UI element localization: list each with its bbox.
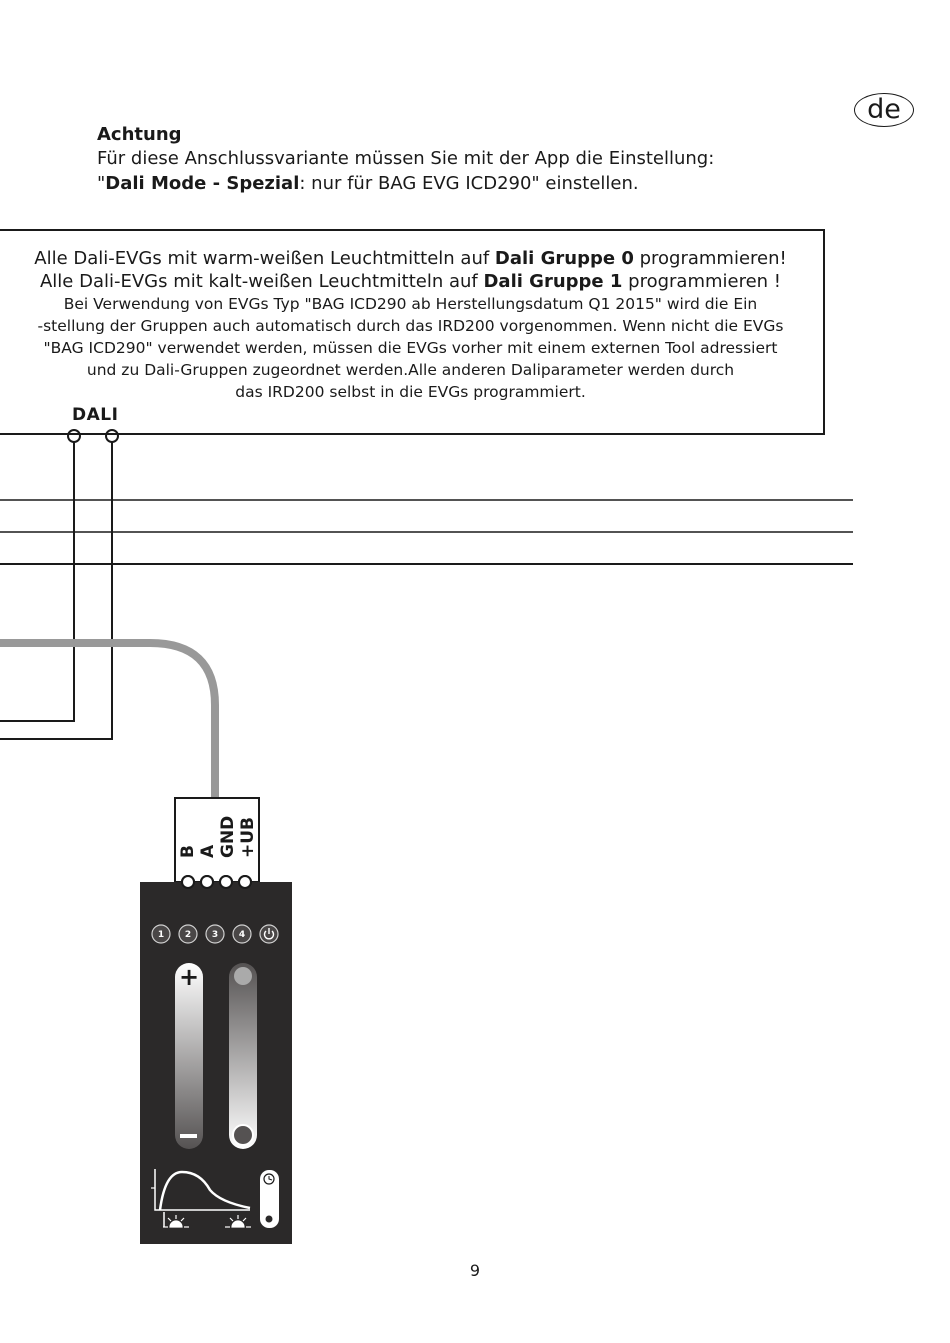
slider-handle [233, 1125, 253, 1145]
pin-label-a: A [198, 844, 218, 858]
info-detail-line: das IRD200 selbst in die EVGs programmiert. [235, 383, 586, 401]
notice-section [97, 124, 817, 196]
info-box [0, 229, 825, 435]
svg-text:3: 3 [211, 930, 219, 940]
power-icon[interactable] [260, 925, 278, 943]
svg-text:2: 2 [184, 930, 192, 940]
info-detail-line: und zu Dali-Gruppen zugeordnet werden.Alle anderen Daliparameter werden durch [86, 361, 735, 379]
notice-line-1: Für diese Anschlussvariante müssen Sie mit der App die Einstellung: [97, 148, 715, 169]
timer-switch-knob [266, 1216, 273, 1223]
plus-icon: + [178, 963, 200, 991]
page-number: 9 [469, 1261, 481, 1280]
info-line-warm-prefix: Alle Dali-EVGs mit warm-weißen Leuchtmitteln auf [34, 248, 495, 269]
device-button-4[interactable] [233, 925, 251, 943]
timer-switch[interactable] [260, 1170, 279, 1228]
pin-label-ub: +UB [238, 816, 258, 858]
notice-line-2-prefix: " [97, 173, 106, 194]
info-line-warm-suffix: programmieren! [633, 248, 787, 269]
info-line-cold-suffix: programmieren ! [622, 271, 782, 292]
color-temperature-slider[interactable] [229, 963, 257, 1149]
slider-top-marker [234, 967, 252, 985]
pin-label-b: B [178, 845, 198, 858]
dali-label: DALI [72, 405, 119, 425]
device-button-2[interactable] [179, 925, 197, 943]
svg-text:1: 1 [157, 930, 165, 940]
info-line-cold-prefix: Alle Dali-EVGs mit kalt-weißen Leuchtmitteln auf [39, 271, 484, 292]
notice-line-2-suffix: : nur für BAG EVG ICD290" einstellen. [299, 173, 639, 194]
dali-wire-2 [0, 436, 112, 739]
minus-icon [180, 1134, 197, 1138]
info-line-warm [0, 247, 823, 270]
device-button-1[interactable] [152, 925, 170, 943]
info-detail-line: Bei Verwendung von EVGs Typ "BAG ICD290 ab Herstellungsdatum Q1 2015" wird die Ein [63, 295, 758, 313]
info-detail-line: -stellung der Gruppen auch automatisch durch das IRD200 vorgenommen. Wenn nicht die EVGs [37, 317, 784, 335]
dali-wire-1 [0, 436, 74, 721]
device-button-3[interactable] [206, 925, 224, 943]
language-badge: de [854, 93, 914, 127]
info-group-1: Dali Gruppe 1 [483, 271, 623, 292]
info-group-0: Dali Gruppe 0 [494, 248, 634, 269]
notice-setting-name: Dali Mode - Spezial [105, 173, 300, 194]
notice-line-2 [97, 171, 817, 196]
info-line-cold [0, 270, 823, 293]
notice-heading: Achtung [97, 124, 182, 145]
info-detail-line: "BAG ICD290" verwendet werden, müssen die EVGs vorher mit einem externen Tool adressiert [43, 339, 778, 357]
svg-text:4: 4 [238, 930, 246, 940]
pin-label-gnd: GND [218, 815, 238, 858]
